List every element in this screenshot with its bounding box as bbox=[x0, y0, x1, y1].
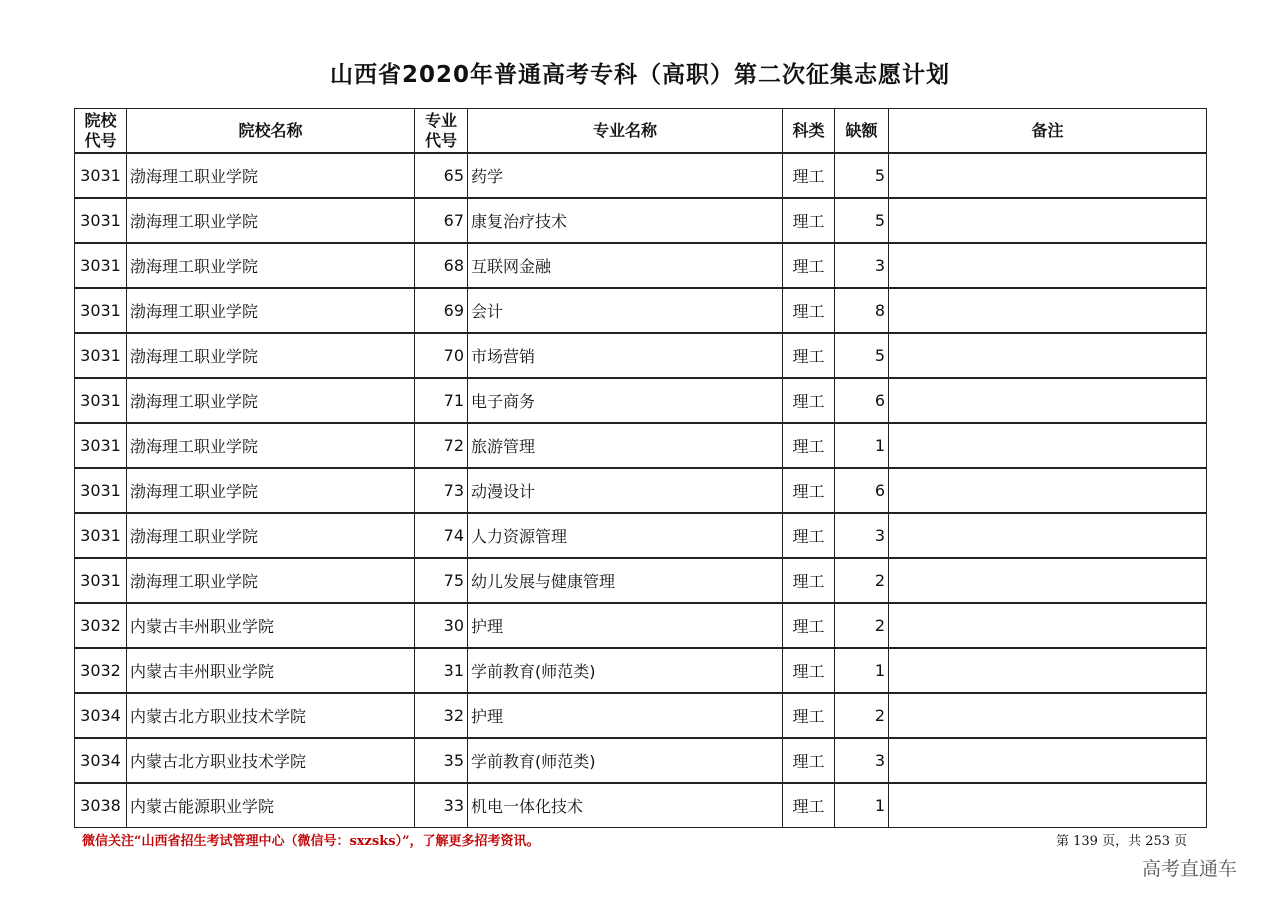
plan-table bbox=[74, 108, 1207, 828]
cell-remarks bbox=[889, 333, 1207, 378]
cell-remarks bbox=[889, 153, 1207, 198]
cell-remarks bbox=[889, 558, 1207, 603]
cell-category: 理工 bbox=[783, 558, 835, 603]
table-row bbox=[75, 288, 1207, 333]
cell-school-code: 3031 bbox=[75, 333, 127, 378]
cell-major-name: 会计 bbox=[468, 288, 783, 333]
header-vacancies: 缺额 bbox=[835, 109, 889, 154]
cell-major-code: 65 bbox=[415, 153, 468, 198]
cell-vacancies: 6 bbox=[835, 468, 889, 513]
cell-major-code: 71 bbox=[415, 378, 468, 423]
cell-remarks bbox=[889, 738, 1207, 783]
cell-major-name: 幼儿发展与健康管理 bbox=[468, 558, 783, 603]
cell-vacancies: 3 bbox=[835, 243, 889, 288]
cell-remarks bbox=[889, 378, 1207, 423]
cell-school-name: 内蒙古丰州职业学院 bbox=[127, 648, 415, 693]
table-header-row bbox=[75, 109, 1207, 154]
cell-vacancies: 5 bbox=[835, 153, 889, 198]
cell-major-code: 33 bbox=[415, 783, 468, 828]
cell-school-name: 渤海理工职业学院 bbox=[127, 468, 415, 513]
header-school-name: 院校名称 bbox=[127, 109, 415, 154]
cell-category: 理工 bbox=[783, 153, 835, 198]
header-remarks: 备注 bbox=[889, 109, 1207, 154]
header-major-code: 专业代号 bbox=[415, 109, 468, 154]
header-school-code: 院校代号 bbox=[75, 109, 127, 154]
cell-category: 理工 bbox=[783, 738, 835, 783]
cell-major-code: 72 bbox=[415, 423, 468, 468]
header-category: 科类 bbox=[783, 109, 835, 154]
footer-notice: 微信关注“山西省招生考试管理中心（微信号：sxzsks）”，了解更多招考资讯。 bbox=[82, 834, 540, 849]
table-body bbox=[75, 153, 1207, 828]
cell-major-name: 学前教育(师范类) bbox=[468, 648, 783, 693]
cell-remarks bbox=[889, 648, 1207, 693]
cell-school-name: 渤海理工职业学院 bbox=[127, 513, 415, 558]
cell-major-name: 机电一体化技术 bbox=[468, 783, 783, 828]
cell-school-name: 渤海理工职业学院 bbox=[127, 378, 415, 423]
cell-major-code: 30 bbox=[415, 603, 468, 648]
cell-school-name: 渤海理工职业学院 bbox=[127, 198, 415, 243]
cell-category: 理工 bbox=[783, 783, 835, 828]
table-row bbox=[75, 423, 1207, 468]
cell-school-name: 内蒙古丰州职业学院 bbox=[127, 603, 415, 648]
cell-major-name: 人力资源管理 bbox=[468, 513, 783, 558]
cell-remarks bbox=[889, 693, 1207, 738]
cell-school-name: 渤海理工职业学院 bbox=[127, 153, 415, 198]
cell-remarks bbox=[889, 423, 1207, 468]
cell-category: 理工 bbox=[783, 198, 835, 243]
table-row bbox=[75, 243, 1207, 288]
cell-school-code: 3032 bbox=[75, 648, 127, 693]
cell-major-code: 73 bbox=[415, 468, 468, 513]
cell-major-name: 药学 bbox=[468, 153, 783, 198]
cell-remarks bbox=[889, 603, 1207, 648]
table-row bbox=[75, 693, 1207, 738]
cell-school-name: 渤海理工职业学院 bbox=[127, 333, 415, 378]
cell-remarks bbox=[889, 783, 1207, 828]
cell-category: 理工 bbox=[783, 288, 835, 333]
cell-category: 理工 bbox=[783, 693, 835, 738]
cell-school-code: 3034 bbox=[75, 738, 127, 783]
table-row bbox=[75, 378, 1207, 423]
cell-major-code: 75 bbox=[415, 558, 468, 603]
cell-school-code: 3034 bbox=[75, 693, 127, 738]
table-row bbox=[75, 783, 1207, 828]
cell-major-name: 护理 bbox=[468, 693, 783, 738]
cell-vacancies: 3 bbox=[835, 513, 889, 558]
cell-remarks bbox=[889, 468, 1207, 513]
cell-school-name: 内蒙古能源职业学院 bbox=[127, 783, 415, 828]
cell-vacancies: 1 bbox=[835, 648, 889, 693]
cell-vacancies: 6 bbox=[835, 378, 889, 423]
cell-vacancies: 1 bbox=[835, 783, 889, 828]
cell-major-code: 67 bbox=[415, 198, 468, 243]
cell-major-code: 35 bbox=[415, 738, 468, 783]
cell-school-name: 渤海理工职业学院 bbox=[127, 423, 415, 468]
cell-vacancies: 2 bbox=[835, 558, 889, 603]
cell-school-code: 3031 bbox=[75, 558, 127, 603]
table-row bbox=[75, 648, 1207, 693]
cell-vacancies: 3 bbox=[835, 738, 889, 783]
cell-school-code: 3031 bbox=[75, 513, 127, 558]
table-row bbox=[75, 153, 1207, 198]
cell-category: 理工 bbox=[783, 243, 835, 288]
cell-major-name: 动漫设计 bbox=[468, 468, 783, 513]
header-major-name: 专业名称 bbox=[468, 109, 783, 154]
cell-school-code: 3031 bbox=[75, 288, 127, 333]
cell-remarks bbox=[889, 288, 1207, 333]
cell-major-code: 74 bbox=[415, 513, 468, 558]
page-title: 山西省2020年普通高考专科（高职）第二次征集志愿计划 bbox=[329, 62, 950, 88]
cell-school-code: 3031 bbox=[75, 243, 127, 288]
watermark: 高考直通车 bbox=[1142, 858, 1238, 880]
cell-major-name: 学前教育(师范类) bbox=[468, 738, 783, 783]
cell-school-code: 3031 bbox=[75, 198, 127, 243]
cell-major-code: 68 bbox=[415, 243, 468, 288]
table-row bbox=[75, 603, 1207, 648]
cell-major-name: 护理 bbox=[468, 603, 783, 648]
table-row bbox=[75, 333, 1207, 378]
cell-major-code: 32 bbox=[415, 693, 468, 738]
cell-category: 理工 bbox=[783, 333, 835, 378]
page-number: 第 139 页，共 253 页 bbox=[1056, 834, 1188, 849]
cell-school-code: 3031 bbox=[75, 423, 127, 468]
cell-category: 理工 bbox=[783, 378, 835, 423]
cell-school-name: 内蒙古北方职业技术学院 bbox=[127, 693, 415, 738]
table-row bbox=[75, 513, 1207, 558]
cell-school-code: 3032 bbox=[75, 603, 127, 648]
cell-category: 理工 bbox=[783, 603, 835, 648]
cell-vacancies: 5 bbox=[835, 333, 889, 378]
cell-major-name: 电子商务 bbox=[468, 378, 783, 423]
cell-major-name: 互联网金融 bbox=[468, 243, 783, 288]
cell-school-code: 3031 bbox=[75, 153, 127, 198]
cell-major-name: 康复治疗技术 bbox=[468, 198, 783, 243]
cell-category: 理工 bbox=[783, 513, 835, 558]
cell-school-name: 渤海理工职业学院 bbox=[127, 243, 415, 288]
cell-vacancies: 1 bbox=[835, 423, 889, 468]
cell-school-code: 3031 bbox=[75, 468, 127, 513]
cell-category: 理工 bbox=[783, 468, 835, 513]
cell-school-name: 渤海理工职业学院 bbox=[127, 558, 415, 603]
cell-major-code: 69 bbox=[415, 288, 468, 333]
cell-school-name: 渤海理工职业学院 bbox=[127, 288, 415, 333]
cell-vacancies: 2 bbox=[835, 693, 889, 738]
cell-major-name: 旅游管理 bbox=[468, 423, 783, 468]
cell-major-code: 31 bbox=[415, 648, 468, 693]
cell-school-code: 3031 bbox=[75, 378, 127, 423]
table-row bbox=[75, 738, 1207, 783]
cell-school-name: 内蒙古北方职业技术学院 bbox=[127, 738, 415, 783]
cell-school-code: 3038 bbox=[75, 783, 127, 828]
cell-vacancies: 8 bbox=[835, 288, 889, 333]
cell-category: 理工 bbox=[783, 648, 835, 693]
cell-vacancies: 5 bbox=[835, 198, 889, 243]
cell-category: 理工 bbox=[783, 423, 835, 468]
cell-vacancies: 2 bbox=[835, 603, 889, 648]
cell-remarks bbox=[889, 513, 1207, 558]
table-row bbox=[75, 198, 1207, 243]
cell-remarks bbox=[889, 198, 1207, 243]
cell-major-code: 70 bbox=[415, 333, 468, 378]
table-row bbox=[75, 468, 1207, 513]
cell-major-name: 市场营销 bbox=[468, 333, 783, 378]
table-row bbox=[75, 558, 1207, 603]
cell-remarks bbox=[889, 243, 1207, 288]
